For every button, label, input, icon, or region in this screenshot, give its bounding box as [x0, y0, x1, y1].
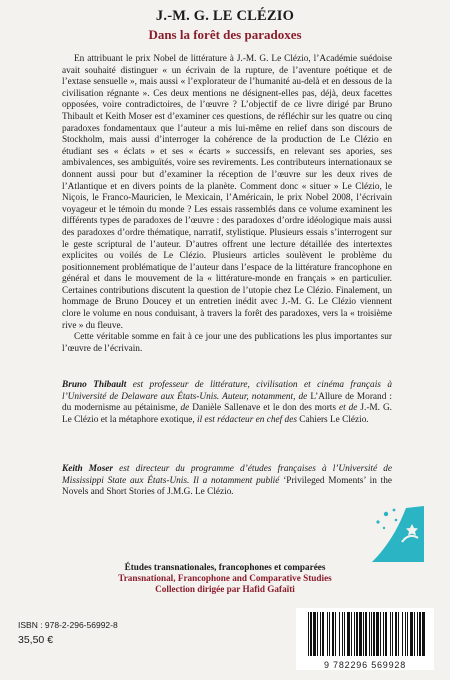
- series-title-fr: Études transnationales, francophones et comparées: [124, 562, 326, 572]
- author-bio-thibault: [62, 380, 392, 426]
- series-editor: Collection dirigée par Hafid Gafaïti: [155, 584, 295, 594]
- author-bio-moser: [62, 464, 392, 499]
- book-reference: L’Allure de Morand : du modernisme au pétainisme: [62, 391, 392, 414]
- book-reference: Danièle Sallenave et le don des morts: [192, 403, 336, 414]
- series-title-en: Transnational, Francophone and Comparative Studies: [118, 573, 332, 583]
- bio-text: et de: [336, 403, 361, 414]
- back-cover-summary: [62, 54, 392, 355]
- summary-paragraph: Cette véritable somme en fait à ce jour une des publications les plus importantes sur l’œuvre de l’écrivain.: [62, 332, 392, 354]
- bio-text: .: [231, 487, 234, 498]
- book-reference: J.-M. G. Le Clézio et la métaphore exotique: [62, 403, 393, 425]
- book-reference: Cahiers Le Clézio: [299, 414, 367, 425]
- collection-logo-icon: [366, 504, 426, 564]
- price-label: 35,50 €: [18, 634, 54, 646]
- series-info: [0, 562, 450, 595]
- book-subtitle: Dans la forêt des paradoxes: [148, 27, 302, 42]
- barcode-number: 9 782296 569928: [323, 660, 407, 670]
- bio-text: est professeur de littérature, civilisation et cinéma français à l’Université de Delaware aux États-Unis. Auteur, notamment, de: [62, 380, 392, 402]
- book-reference: ‘Privileged Moments’ in the Novels and Short Stories of J.M.G. Le Clézio: [62, 475, 392, 498]
- author-name: Keith Moser: [62, 464, 114, 474]
- bio-text: , de: [175, 403, 193, 414]
- bio-text: , il est rédacteur en chef des: [192, 414, 300, 425]
- book-title: J.-M. G. LE CLÉZIO: [155, 8, 295, 24]
- bio-text: est directeur du programme d’études françaises à l’Université de Mississippi State aux États-Unis. Il a notamment publié: [62, 464, 393, 486]
- author-name: Bruno Thibault: [62, 380, 127, 390]
- bio-text: .: [366, 414, 369, 425]
- summary-paragraph: En attribuant le prix Nobel de littérature à J.-M. G. Le Clézio, l’Académie suédoise avait souhaité distinguer « un écrivain de la rupture, de l’aventure poétique et de l’extase sensuelle », mais aussi « l’explorateur de l’humanité au-delà et en dessous de la civilisation régnante ». Ces deux mentions ne désignent-elles pas, déjà, deux facettes opposées, voire contradictoires, de l’œuvre ? L’objectif de ce livre dirigé par Bruno Thibault et Keith Moser est d’examiner ces questions, de réfléchir sur les quatre ou cinq paradoxes fondamentaux que l’auteur a mis lui-même en relief dans son discours de Stockholm, mais aussi d’interroger la cohérence de la production de Le Clézio en étudiant ses « éclats » et ses « écarts » successifs, en relevant ses apories, ses ambivalences, ses ambiguïtés, voire ses revirements. Les contributeurs internationaux se donnent aussi pour but d’examiner la réception de l’œuvre sur les deux rives de l’Atlantique et en divers points de la planète. Comment donc « situer » Le Clézio, le Niçois, le Franco-Mauricien, le Mexicain, l’Américain, le prix Nobel 2008, l’écrivain voyageur et le témoin du monde ? Les essais rassemblés dans ce volume examinent les différents types de paradoxes de l’œuvre : des paradoxes d’ordre idéologique mais aussi des paradoxes d’ordre thématique, narratif, stylistique. Plusieurs essais s’interrogent sur le geste scriptural de l’auteur. D’autres offrent une lecture détaillée des intertextes explicites ou voilés de Le Clézio. Plusieurs articles soulèvent le problème du positionnement problématique de l’auteur dans l’espace de la littérature francophone en général et dans le mouvement de la « littérature-monde en français » en particulier. Certaines contributions discutent la question de l’utopie chez Le Clézio. Finalement, un hommage de Bruno Doucey et un entretien inédit avec J.-M. G. Le Clézio viennent clore le volume en nous conduisant, à travers la forêt des paradoxes, vers la « troisième rive » du fleuve.: [62, 54, 392, 331]
- isbn-label: ISBN : 978-2-296-56992-8: [18, 620, 118, 630]
- barcode-icon: [296, 608, 434, 660]
